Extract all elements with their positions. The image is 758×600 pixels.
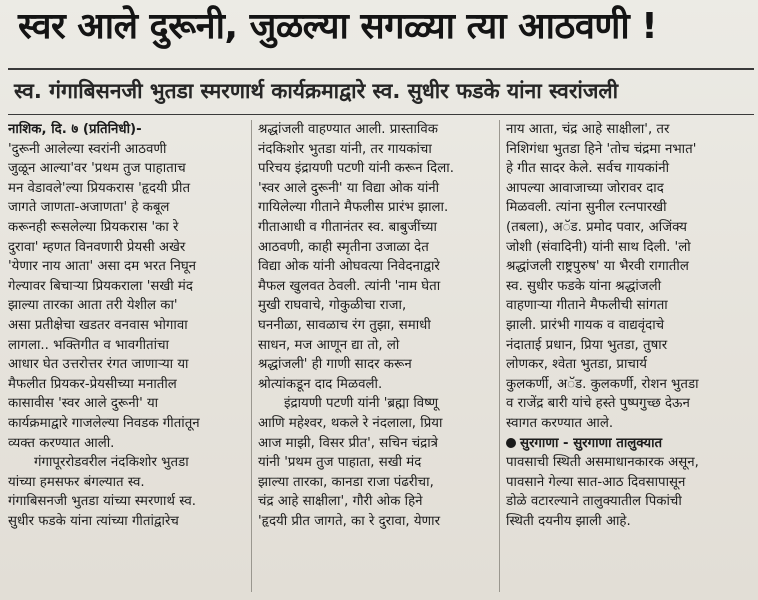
text-line: 'येणार नाय आता' असा दम भरत निघून xyxy=(8,259,197,275)
text-line: मैफल खुलवत ठेवली. त्यांनी 'नाम घेता xyxy=(258,278,441,294)
text-line: घननीळा, सावळाच रंग तुझा, समाधी xyxy=(258,317,431,333)
text-line: 'दुरूनी आलेल्या स्वरांनी आठवणी xyxy=(8,141,167,157)
column-divider xyxy=(251,120,252,592)
text-line: आठवणी, काही स्मृतीना उजाळा देत xyxy=(258,239,429,255)
text-line: कुलकर्णी, अॅड. कुलकर्णी, रोशन भुतडा xyxy=(506,376,699,392)
article-column-3 xyxy=(506,120,742,531)
text-line: व्यक्त करण्यात आली. xyxy=(8,435,115,451)
text-line: हे गीत सादर केले. सर्वच गायकांनी xyxy=(506,161,670,177)
text-line: आधार घेत उत्तरोत्तर रंगत जाणाऱ्या या xyxy=(8,357,189,373)
subheadline: स्व. गंगाबिसनजी भुतडा स्मरणार्थ कार्यक्रमाद्वारे स्व. सुधीर फडके यांना स्वरांजली xyxy=(14,79,619,103)
text-line: झाल्या तारका, कानडा राजा पंढरीचा, xyxy=(258,474,434,490)
text-line: जागते जाणता-अजाणता' हे कबूल xyxy=(8,200,170,216)
text-line: श्रद्धांजली वाहण्यात आली. प्रास्ताविक xyxy=(258,122,438,137)
text-line: गायिलेल्या गीताने मैफलीस प्रारंभ झाला. xyxy=(258,200,449,216)
text-line: झाल्या तारका आता तरी येशील का' xyxy=(8,298,178,314)
text-line: मन वेडावले'ल्या प्रियकरास 'हृदयी प्रीत xyxy=(8,180,191,196)
article-column-1 xyxy=(8,120,244,531)
text-line: सुरगाणा - सुरगाणा तालुक्यात xyxy=(520,435,663,451)
text-line: इंद्रायणी पटणी यांनी 'ब्रह्मा विष्णू xyxy=(284,396,439,412)
text-line: साधन, मज आणून द्या तो, लो xyxy=(258,337,400,353)
text-line: निशिगंधा भुतडा हिने 'तोच चंद्रमा नभात' xyxy=(506,141,697,157)
text-line: स्वागत करण्यात आले. xyxy=(506,415,614,431)
text-line: मैफलीत प्रियकर-प्रेयसीच्या मनातील xyxy=(8,376,177,392)
text-line: लोणकर, श्वेता भुतडा, प्राचार्य xyxy=(506,357,648,373)
text-line: गीताआधी व गीतानंतर स्व. बाबुजींच्या xyxy=(258,219,437,235)
text-line: यांनी 'प्रथम तुज पाहाता, सखी मंद xyxy=(258,455,422,471)
text-line: श्रद्धांजली' ही गाणी सादर करून xyxy=(258,357,412,373)
text-line: श्रद्धांजली राष्ट्रपुरुष' या भैरवी रागातील xyxy=(506,259,689,275)
text-line: स्थिती दयनीय झाली आहे. xyxy=(506,513,631,529)
text-line: परिचय इंद्रायणी पटणी यांनी करून दिला. xyxy=(258,161,454,177)
text-line: चंद्र आहे साक्षीला', गौरी ओक हिने xyxy=(258,494,423,510)
text-line: करूनही रूसलेल्या प्रियकरास 'का रे xyxy=(8,219,179,235)
text-line: असा प्रतीक्षेचा खडतर वनवास भोगावा xyxy=(8,317,188,333)
text-line: वाहणाऱ्या गीताने मैफलीची सांगता xyxy=(506,298,668,314)
bullet-icon xyxy=(506,438,516,448)
text-line: झाली. प्रारंभी गायक व वाद्यवृंदाचे xyxy=(506,317,665,333)
text-line: मुखी राघवाचे, गोकुळीचा राजा, xyxy=(258,298,407,314)
text-line: कासावीस 'स्वर आले दुरूनी' या xyxy=(8,396,159,412)
text-line: यांच्या हमसफर बंगल्यात स्व. xyxy=(8,474,145,490)
article-column-2 xyxy=(258,120,494,531)
text-line: पावसाची स्थिती असमाधानकारक असून, xyxy=(506,455,699,471)
text-line: गेल्यावर बिचाऱ्या प्रियकराला 'सखी मंद xyxy=(8,278,193,294)
headline: स्वर आले दुरूनी, जुळल्या सगळ्या त्या आठवणी ! xyxy=(18,6,658,47)
text-line: दुरावा' म्हणत विनवणारी प्रेयसी अखेर xyxy=(8,239,186,255)
text-line: पावसाने गेल्या सात-आठ दिवसापासून xyxy=(506,474,686,490)
text-line: सुधीर फडके यांना त्यांच्या गीतांद्वारेच xyxy=(8,513,179,529)
text-line: नंदाताई प्रधान, प्रिया भुतडा, तुषार xyxy=(506,337,668,353)
headline-rule xyxy=(8,68,754,70)
text-line: नाय आता, चंद्र आहे साक्षीला', तर xyxy=(506,122,670,137)
text-line: नंदकिशोर भुतडा यांनी, तर गायकांचा xyxy=(258,141,432,157)
dateline-surgana xyxy=(506,434,742,454)
text-line: जोशी (संवादिनी) यांनी साथ दिली. 'लो xyxy=(506,239,691,255)
column-divider xyxy=(499,120,500,592)
text-line: आणि महेश्वर, थकले रे नंदलाला, प्रिया xyxy=(258,415,443,431)
text-line: (तबला), अॅड. प्रमोद पवार, अजिंक्य xyxy=(506,219,687,235)
text-line: आज माझी, विसर प्रीत', सचिन चंद्रात्रे xyxy=(258,435,438,451)
dateline: नाशिक, दि. ७ (प्रतिनिधी)- xyxy=(8,122,142,137)
text-line: जुळून आल्या'वर 'प्रथम तुज पाहाताच xyxy=(8,161,186,177)
text-line: विद्या ओक यांनी ओघवत्या निवेदनाद्वारे xyxy=(258,259,440,275)
text-line: व राजेंद्र बारी यांचे हस्ते पुष्पगुच्छ देऊन xyxy=(506,396,690,412)
text-line: डोळे वटारल्याने तालुक्यातील पिकांची xyxy=(506,494,682,510)
text-line: गंगाबिसनजी भुतडा यांच्या स्मरणार्थ स्व. xyxy=(8,494,197,510)
text-line: लागला.. भक्तिगीत व भावगीतांचा xyxy=(8,337,169,353)
text-line: श्रोत्यांकडून दाद मिळवली. xyxy=(258,376,383,392)
text-line: मिळवली. त्यांना सुनील रत्नपारखी xyxy=(506,200,667,216)
text-line: कार्यक्रमाद्वारे गाजलेल्या निवडक गीतांतून xyxy=(8,415,200,431)
text-line: 'स्वर आले दुरूनी' या विद्या ओक यांनी xyxy=(258,180,440,196)
text-line: 'हृदयी प्रीत जागते, का रे दुरावा, येणार xyxy=(258,513,441,529)
text-line: स्व. सुधीर फडके यांना श्रद्धांजली xyxy=(506,278,662,294)
text-line: आपल्या आवाजाच्या जोरावर दाद xyxy=(506,180,664,196)
text-line: गंगापूररोडवरील नंदकिशोर भुतडा xyxy=(34,455,189,471)
subheadline-rule xyxy=(8,114,754,115)
